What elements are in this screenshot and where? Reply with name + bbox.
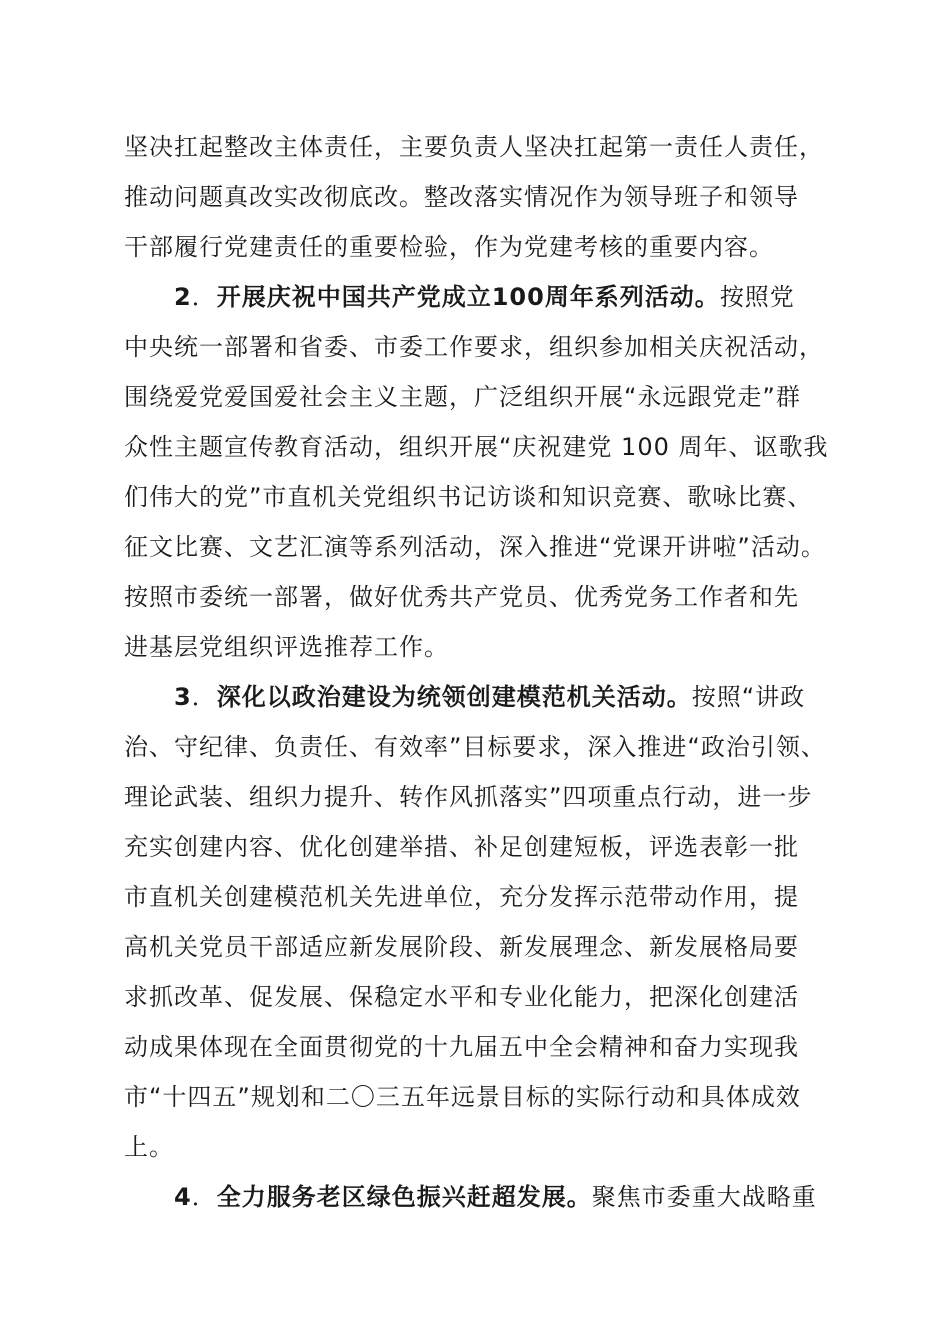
paragraph-first-line [124,1172,864,1222]
first-line-rest: 聚焦市委重大战略重 [591,1183,817,1211]
item-heading-number: 100 [491,283,545,311]
paragraph-line: 围绕爱党爱国爱社会主义主题，广泛组织开展“永远跟党走”群 [124,383,801,411]
paragraph-line: 动成果体现在全面贯彻党的十九届五中全会精神和奋力实现我 [124,1033,799,1061]
paragraph-first-line [124,272,864,322]
first-line-rest: 按照“讲政 [691,683,806,711]
item-separator: ． [191,283,217,311]
first-line-rest: 按照党 [719,283,795,311]
paragraph-line: 充实创建内容、优化创建举措、补足创建短板，评选表彰一批 [124,833,799,861]
item-heading-end: 周年系列活动。 [544,283,720,311]
paragraph-line: 征文比赛、文艺汇演等系列活动，深入推进“党课开讲啦”活动。 [124,533,826,561]
item-number: 3 [174,683,192,711]
item-heading: 深化以政治建设为统领创建模范机关活动。 [216,683,692,711]
item-number: 2 [174,283,192,311]
document-body [124,122,864,1222]
paragraph-line: 理论武装、组织力提升、转作风抓落实”四项重点行动，进一步 [124,783,813,811]
paragraph-2 [124,272,864,672]
paragraph-3 [124,672,864,1172]
paragraph-line: 坚决扛起整改主体责任，主要负责人坚决扛起第一责任人责任， [124,133,824,161]
item-separator: ． [191,1183,217,1211]
paragraph-1 [124,122,864,272]
paragraph-line: 众性主题宣传教育活动，组织开展“庆祝建党 100 周年、讴歌我 [124,433,829,461]
item-number: 4 [174,1183,192,1211]
paragraph-4 [124,1172,864,1222]
paragraph-line: 治、守纪律、负责任、有效率”目标要求，深入推进“政治引领、 [124,733,826,761]
paragraph-line: 按照市委统一部署，做好优秀共产党员、优秀党务工作者和先 [124,583,799,611]
paragraph-line: 们伟大的党”市直机关党组织书记访谈和知识竞赛、歌咏比赛、 [124,483,813,511]
item-heading: 全力服务老区绿色振兴赶超发展。 [216,1183,592,1211]
item-heading: 开展庆祝中国共产党成立 [216,283,492,311]
item-separator: ． [191,683,217,711]
paragraph-first-line [124,672,864,722]
paragraph-line: 上。 [124,1133,174,1161]
paragraph-line: 市“十四五”规划和二〇三五年远景目标的实际行动和具体成效 [124,1083,801,1111]
paragraph-line: 求抓改革、促发展、保稳定水平和专业化能力，把深化创建活 [124,983,799,1011]
paragraph-line: 市直机关创建模范机关先进单位，充分发挥示范带动作用，提 [124,883,799,911]
paragraph-line: 推动问题真改实改彻底改。整改落实情况作为领导班子和领导 [124,183,799,211]
paragraph-line: 进基层党组织评选推荐工作。 [124,633,449,661]
paragraph-line: 中央统一部署和省委、市委工作要求，组织参加相关庆祝活动， [124,333,824,361]
paragraph-line: 干部履行党建责任的重要检验，作为党建考核的重要内容。 [124,233,774,261]
paragraph-line: 高机关党员干部适应新发展阶段、新发展理念、新发展格局要 [124,933,799,961]
